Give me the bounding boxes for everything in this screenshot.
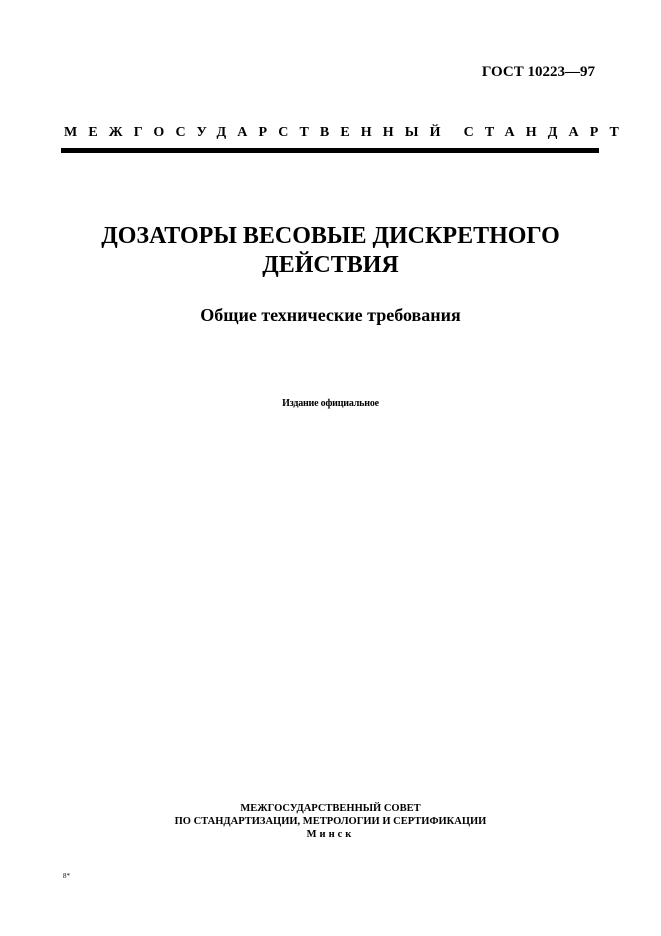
document-title-line-2: ДЕЙСТВИЯ — [262, 252, 399, 278]
publication-city: Минск — [306, 829, 355, 840]
document-title-line-1: ДОЗАТОРЫ ВЕСОВЫЕ ДИСКРЕТНОГО — [101, 223, 560, 249]
standard-type-heading — [64, 125, 630, 141]
standard-type-word-standard: СТАНДАРТ — [463, 125, 630, 140]
document-title — [40, 222, 621, 280]
header-rule — [61, 148, 599, 153]
publisher-block — [40, 802, 621, 841]
page-mark: 8* — [63, 872, 70, 880]
document-subtitle: Общие технические требования — [200, 305, 461, 325]
standard-designation: ГОСТ 10223—97 — [481, 64, 595, 80]
publisher-line-2: ПО СТАНДАРТИЗАЦИИ, МЕТРОЛОГИИ И СЕРТИФИКАЦИИ — [174, 816, 487, 827]
publisher-line-1: МЕЖГОСУДАРСТВЕННЫЙ СОВЕТ — [240, 803, 421, 814]
edition-note: Издание официальное — [282, 398, 379, 409]
standard-type-word-interstate: МЕЖГОСУДАРСТВЕННЫЙ — [64, 125, 452, 140]
